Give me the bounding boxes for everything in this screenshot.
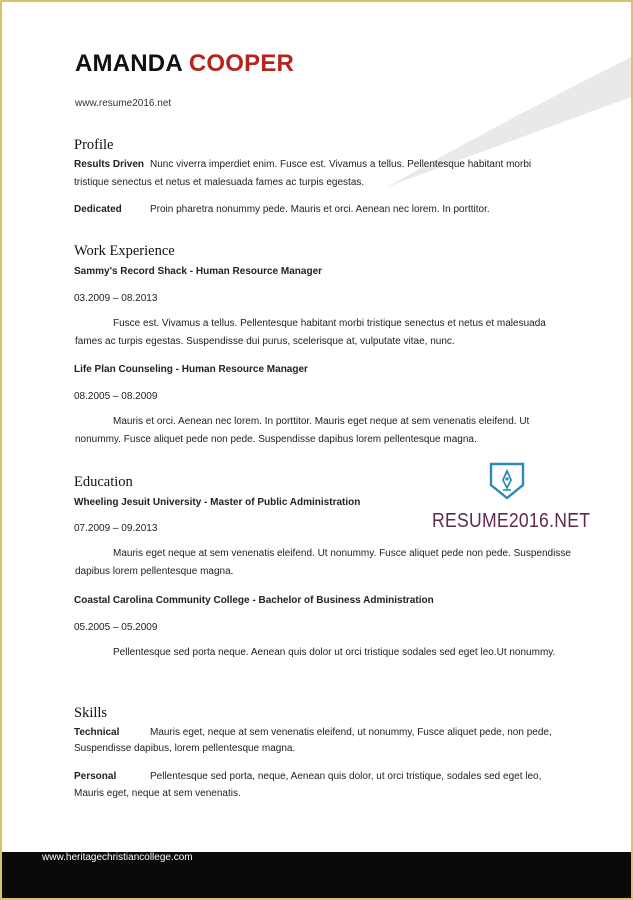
- job-dates: 08.2005 – 08.2009: [74, 391, 158, 402]
- footer-url[interactable]: www.heritagechristiancollege.com: [42, 852, 193, 863]
- skills-heading: Skills: [74, 705, 108, 721]
- work-heading: Work Experience: [74, 243, 175, 259]
- education-title: Coastal Carolina Community College - Bachelor of Business Administration: [74, 595, 434, 606]
- job-title: Life Plan Counseling - Human Resource Manager: [74, 364, 308, 375]
- profile-text-results-2: tristique senectus et netus et malesuada fames ac turpis egestas.: [74, 177, 365, 188]
- education-dates: 07.2009 – 09.2013: [74, 523, 158, 534]
- skill-label-personal: Personal: [74, 771, 117, 782]
- profile-label-dedicated: Dedicated: [74, 204, 122, 215]
- logo-text: RESUME2016.NET: [432, 510, 591, 532]
- last-name: COOPER: [188, 50, 295, 77]
- job-dates: 03.2009 – 08.2013: [74, 293, 158, 304]
- skill-text-personal-1: Pellentesque sed porta, neque, Aenean quis dolor, ut orci tristique, sodales sed eget leo,: [150, 771, 542, 782]
- profile-text-results-1: Nunc viverra imperdiet enim. Fusce est. Vivamus a tellus. Pellentesque habitant morbi: [150, 159, 532, 170]
- profile-heading: Profile: [74, 137, 114, 153]
- education-title: Wheeling Jesuit University - Master of Public Administration: [74, 497, 361, 508]
- website-link[interactable]: www.resume2016.net: [75, 98, 172, 109]
- job-description: Fusce est. Vivamus a tellus. Pellentesque habitant morbi tristique senectus et netus et malesuada fames ac turpis egestas. Suspendisse dui purus, scelerisque at, vulputate vitae, nunc.: [75, 318, 546, 347]
- first-name: AMANDA: [75, 50, 182, 77]
- education-description: Mauris eget neque at sem venenatis eleifend. Ut nonummy. Fusce aliquet pede non pede. Suspendisse dapibus lorem pellentesque magna.: [75, 548, 571, 577]
- profile-text-dedicated: Proin pharetra nonummy pede. Mauris et orci. Aenean nec lorem. In porttitor.: [150, 204, 490, 215]
- profile-label-results: Results Driven: [74, 159, 145, 170]
- job-title: Sammy's Record Shack - Human Resource Manager: [74, 266, 323, 277]
- job-description: Mauris et orci. Aenean nec lorem. In porttitor. Mauris eget neque at sem venenatis eleifend. Ut nonummy. Fusce aliquet pede non pede. Suspendisse dapibus lorem pellentesque magna.: [75, 416, 530, 445]
- education-description: Pellentesque sed porta neque. Aenean quis dolor ut orci tristique sodales sed eget leo.Ut nonummy.: [113, 647, 556, 658]
- skill-text-personal-2: Mauris eget, neque at sem venenatis.: [74, 788, 241, 799]
- education-heading: Education: [74, 474, 133, 490]
- resume-page: [2, 2, 631, 852]
- skill-text-technical-2: Suspendisse dapibus, lorem pellentesque magna.: [74, 743, 296, 754]
- candidate-name: [75, 50, 294, 78]
- skill-label-technical: Technical: [74, 727, 120, 738]
- shield-pen-icon: [488, 461, 526, 501]
- footer-bar: [2, 852, 631, 898]
- education-dates: 05.2005 – 05.2009: [74, 622, 158, 633]
- skill-text-technical-1: Mauris eget, neque at sem venenatis eleifend, ut nonummy, Fusce aliquet pede, non pede,: [150, 727, 552, 738]
